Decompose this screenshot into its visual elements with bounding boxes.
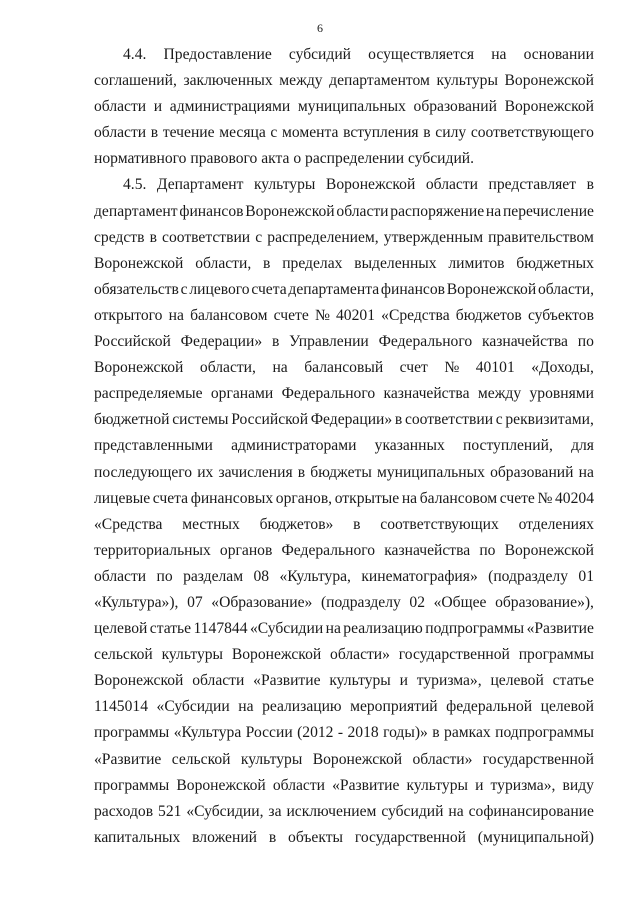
paragraph-4-4 — [94, 42, 594, 172]
text-line: программы Воронежской области «Развитие культуры и туризма», виду — [94, 776, 594, 794]
text-line: департамент финансов Воронежской области распоряжение на перечисление — [94, 202, 594, 220]
text-line: программы «Культура России (2012 - 2018 годы)» в рамках подпрограммы — [94, 724, 594, 742]
text-line: Воронежской области, в пределах выделенных лимитов бюджетных — [94, 254, 594, 272]
page-number: 6 — [317, 21, 323, 35]
text-line: соглашений, заключенных между департаментом культуры Воронежской — [94, 72, 594, 90]
text-line: сельской культуры Воронежской области» государственной программы — [94, 646, 594, 664]
text-line: средств в соответствии с распределением, утвержденным правительством — [94, 228, 594, 246]
text-line: области и администрациями муниципальных образований Воронежской — [94, 98, 594, 116]
paragraph-4-5 — [94, 172, 594, 850]
text-line: расходов 521 «Субсидии, за исключением субсидий на софинансирование — [94, 802, 594, 820]
text-line: бюджетной системы Российской Федерации» в соответствии с реквизитами, — [94, 411, 594, 429]
text-line: области в течение месяца с момента вступления в силу соответствующего — [94, 124, 594, 142]
text-line: нормативного правового акта о распределении субсидий. — [94, 150, 475, 168]
text-line: последующего их зачисления в бюджеты муниципальных образований на — [94, 463, 594, 481]
text-line: Российской Федерации» в Управлении Федерального казначейства по — [94, 333, 594, 351]
text-line: лицевые счета финансовых органов, открытые на балансовом счете № 40204 — [94, 489, 594, 507]
text-line: целевой статье 1147844 «Субсидии на реализацию подпрограммы «Развитие — [94, 620, 594, 638]
text-line: 4.4. Предоставление субсидий осуществляется на основании — [123, 46, 594, 63]
text-line: «Развитие сельской культуры Воронежской области» государственной — [94, 750, 594, 768]
text-line: области по разделам 08 «Культура, кинематография» (подразделу 01 — [94, 567, 594, 585]
text-line: «Средства местных бюджетов» в соответствующих отделениях — [94, 515, 594, 533]
text-line: распределяемые органами Федерального казначейства между уровнями — [94, 385, 594, 403]
text-line: 4.5. Департамент культуры Воронежской области представляет в — [123, 176, 594, 194]
text-line: представленными администраторами указанных поступлений, для — [94, 437, 594, 455]
text-line: «Культура»), 07 «Образование» (подразделу 02 «Общее образование»), — [94, 593, 594, 611]
text-line: капитальных вложений в объекты государственной (муниципальной) — [94, 828, 594, 846]
text-line: 1145014 «Субсидии на реализацию мероприятий федеральной целевой — [94, 698, 594, 716]
text-line: Воронежской области «Развитие культуры и туризма», целевой статье — [94, 672, 594, 690]
text-line: обязательств с лицевого счета департамента финансов Воронежской области, — [94, 280, 594, 298]
text-line: Воронежской области, на балансовый счет № 40101 «Доходы, — [94, 359, 594, 377]
text-line: территориальных органов Федерального казначейства по Воронежской — [94, 541, 594, 559]
document-body — [94, 42, 594, 851]
text-line: открытого на балансовом счете № 40201 «Средства бюджетов субъектов — [94, 306, 594, 324]
